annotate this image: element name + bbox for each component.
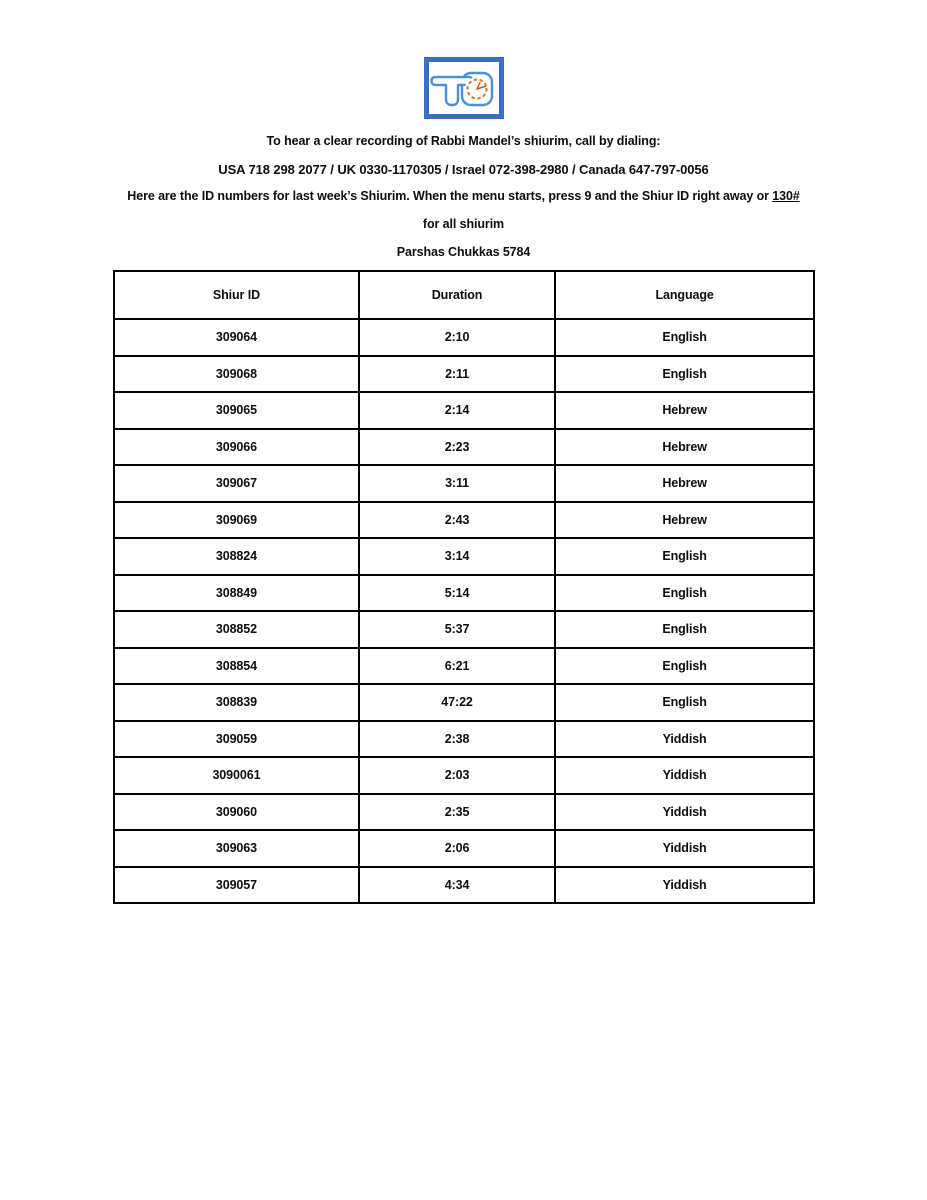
phone-numbers-line: USA 718 298 2077 / UK 0330-1170305 / Israel 072-398-2980 / Canada 647-797-0056: [218, 162, 709, 177]
cell-duration: 6:21: [359, 648, 555, 685]
table-row: [114, 319, 814, 356]
cell-language: English: [555, 538, 814, 575]
table-row: [114, 648, 814, 685]
clock-logo-icon: [424, 57, 504, 119]
cell-duration: 2:11: [359, 356, 555, 393]
cell-duration: 2:43: [359, 502, 555, 539]
parsha-title: Parshas Chukkas 5784: [396, 245, 531, 259]
cell-language: English: [555, 648, 814, 685]
cell-shiur-id: 308849: [114, 575, 359, 612]
table-row: [114, 538, 814, 575]
table-header: [114, 271, 814, 319]
table-row: [114, 575, 814, 612]
cell-shiur-id: 309064: [114, 319, 359, 356]
instructions-text: Here are the ID numbers for last week’s Shiurim. When the menu starts, press 9 and the Shiur ID right away or: [127, 189, 773, 203]
cell-shiur-id: 309068: [114, 356, 359, 393]
table-row: [114, 830, 814, 867]
table-row: [114, 757, 814, 794]
cell-language: Yiddish: [555, 867, 814, 904]
cell-shiur-id: 309069: [114, 502, 359, 539]
cell-shiur-id: 309063: [114, 830, 359, 867]
table-row: [114, 794, 814, 831]
cell-duration: 3:14: [359, 538, 555, 575]
table-row: [114, 721, 814, 758]
all-shiurim-code: 130#: [772, 189, 800, 203]
table-row: [114, 867, 814, 904]
table-row: [114, 392, 814, 429]
shiur-table-container: [113, 270, 815, 904]
for-all-shiurim-line: for all shiurim: [422, 217, 505, 231]
cell-shiur-id: 308824: [114, 538, 359, 575]
intro-line-dialing: To hear a clear recording of Rabbi Mandel’s shiurim, call by dialing:: [266, 134, 661, 148]
cell-language: Hebrew: [555, 429, 814, 466]
cell-shiur-id: 308854: [114, 648, 359, 685]
table-row: [114, 356, 814, 393]
cell-language: English: [555, 319, 814, 356]
cell-duration: 2:06: [359, 830, 555, 867]
cell-language: English: [555, 684, 814, 721]
cell-shiur-id: 309065: [114, 392, 359, 429]
cell-duration: 5:14: [359, 575, 555, 612]
shiur-table: [113, 270, 815, 904]
cell-language: English: [555, 575, 814, 612]
table-row: [114, 429, 814, 466]
cell-duration: 2:35: [359, 794, 555, 831]
cell-language: Hebrew: [555, 502, 814, 539]
table-row: [114, 611, 814, 648]
table-row: [114, 502, 814, 539]
cell-shiur-id: 308852: [114, 611, 359, 648]
table-body: [114, 319, 814, 903]
cell-language: Yiddish: [555, 721, 814, 758]
instructions-line: [0, 186, 927, 207]
cell-language: English: [555, 356, 814, 393]
cell-language: Hebrew: [555, 392, 814, 429]
cell-duration: 2:38: [359, 721, 555, 758]
cell-language: English: [555, 611, 814, 648]
cell-shiur-id: 309057: [114, 867, 359, 904]
cell-language: Yiddish: [555, 757, 814, 794]
table-header-row: [114, 271, 814, 319]
header-duration: Duration: [359, 271, 555, 319]
table-row: [114, 684, 814, 721]
cell-duration: 47:22: [359, 684, 555, 721]
cell-shiur-id: 309067: [114, 465, 359, 502]
cell-duration: 4:34: [359, 867, 555, 904]
cell-shiur-id: 309060: [114, 794, 359, 831]
cell-language: Yiddish: [555, 794, 814, 831]
cell-shiur-id: 309059: [114, 721, 359, 758]
cell-language: Yiddish: [555, 830, 814, 867]
cell-duration: 2:03: [359, 757, 555, 794]
cell-duration: 2:23: [359, 429, 555, 466]
table-row: [114, 465, 814, 502]
cell-language: Hebrew: [555, 465, 814, 502]
cell-duration: 5:37: [359, 611, 555, 648]
cell-shiur-id: 308839: [114, 684, 359, 721]
header-shiur-id: Shiur ID: [114, 271, 359, 319]
cell-duration: 2:14: [359, 392, 555, 429]
header-language: Language: [555, 271, 814, 319]
cell-shiur-id: 309066: [114, 429, 359, 466]
cell-duration: 2:10: [359, 319, 555, 356]
cell-shiur-id: 3090061: [114, 757, 359, 794]
clock-logo-svg: [424, 57, 504, 119]
cell-duration: 3:11: [359, 465, 555, 502]
